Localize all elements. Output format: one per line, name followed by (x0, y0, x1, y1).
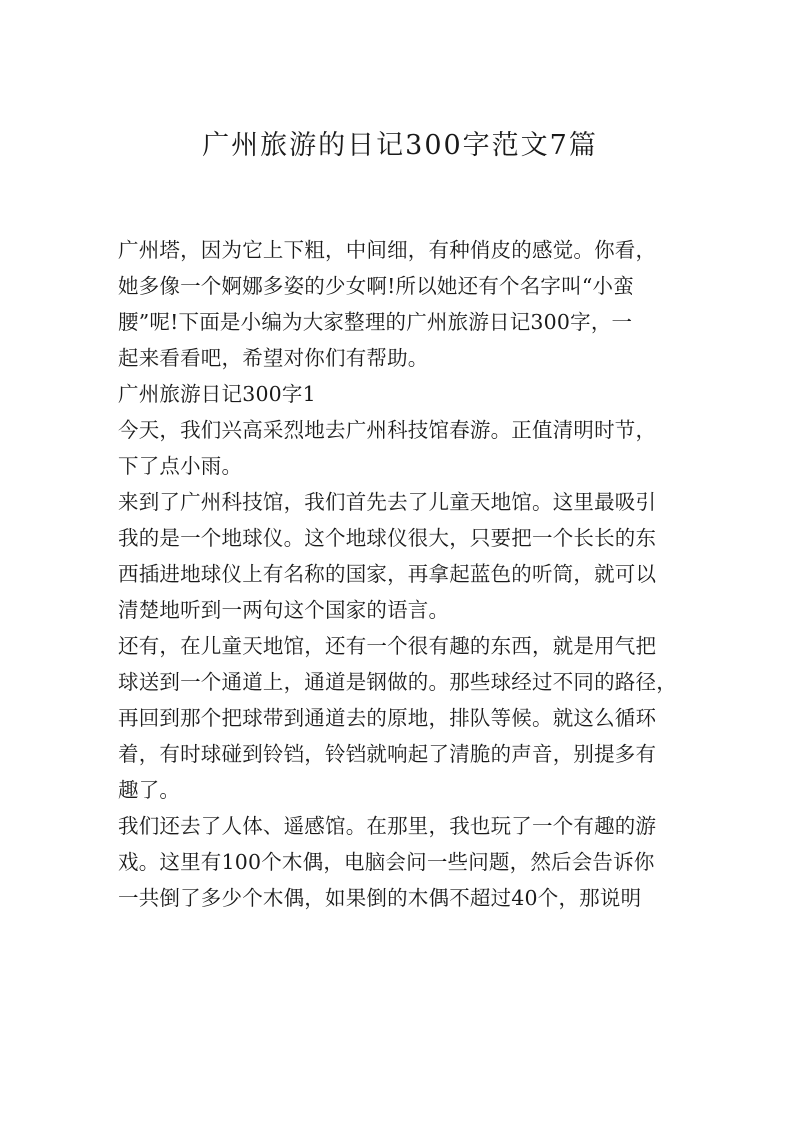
text-line: 着，有时球碰到铃铛，铃铛就响起了清脆的声音，别提多有 (118, 742, 657, 766)
text-line: 戏。这里有100个木偶，电脑会问一些问题，然后会告诉你 (118, 850, 655, 874)
text-line: 趣了。 (118, 778, 181, 802)
body-paragraph (118, 808, 690, 916)
text-line: 今天，我们兴高采烈地去广州科技馆春游。正值清明时节， (118, 418, 657, 442)
intro-paragraph (118, 232, 690, 376)
text-line: 广州塔，因为它上下粗，中间细，有种俏皮的感觉。你看， (118, 238, 657, 262)
text-line: 来到了广州科技馆，我们首先去了儿童天地馆。这里最吸引 (118, 490, 657, 514)
text-line: 广州旅游日记300字1 (118, 382, 316, 406)
text-line: 一共倒了多少个木偶，如果倒的木偶不超过40个，那说明 (118, 886, 642, 910)
text-line: 再回到那个把球带到通道去的原地，排队等候。就这么循环 (118, 706, 657, 730)
text-line: 清楚地听到一两句这个国家的语言。 (118, 598, 450, 622)
body-paragraph (118, 628, 690, 808)
text-line: 我们还去了人体、遥感馆。在那里，我也玩了一个有趣的游 (118, 814, 657, 838)
text-line: 球送到一个通道上，通道是钢做的。那些球经过不同的路径， (118, 670, 677, 694)
text-line: 西插进地球仪上有名称的国家，再拿起蓝色的听筒，就可以 (118, 562, 657, 586)
document-body (118, 232, 690, 916)
text-line: 腰”呢!下面是小编为大家整理的广州旅游日记300字，一 (118, 310, 633, 334)
text-line: 起来看看吧，希望对你们有帮助。 (118, 346, 429, 370)
text-line: 我的是一个地球仪。这个地球仪很大，只要把一个长长的东 (118, 526, 657, 550)
text-line: 下了点小雨。 (118, 454, 243, 478)
document-title: 广州旅游的日记300字范文7篇 (202, 130, 598, 161)
body-paragraph (118, 412, 690, 484)
text-line: 还有，在儿童天地馆，还有一个很有趣的东西，就是用气把 (118, 634, 657, 658)
body-paragraph (118, 484, 690, 628)
text-line: 她多像一个婀娜多姿的少女啊!所以她还有个名字叫“小蛮 (118, 274, 634, 298)
section-heading (118, 376, 690, 412)
